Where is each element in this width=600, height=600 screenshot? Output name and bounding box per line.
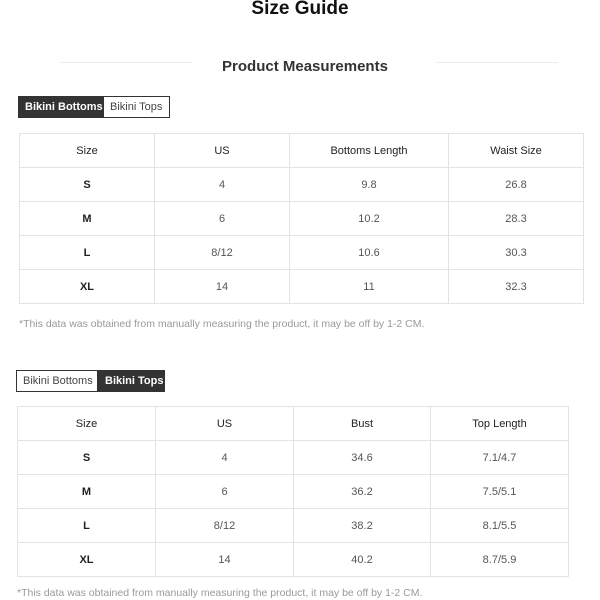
table-row xyxy=(20,202,584,236)
column-header: Size xyxy=(18,407,156,441)
table-row xyxy=(18,475,569,509)
column-header: Top Length xyxy=(431,407,569,441)
column-header: US xyxy=(155,134,290,168)
table-row xyxy=(18,509,569,543)
table-cell: 34.6 xyxy=(294,441,431,475)
measurement-disclaimer: *This data was obtained from manually measuring the product, it may be off by 1-2 CM. xyxy=(19,318,425,330)
bottoms-size-table xyxy=(19,133,584,304)
table-cell: 10.2 xyxy=(290,202,449,236)
table-cell: 8.7/5.9 xyxy=(431,543,569,577)
table-row xyxy=(20,236,584,270)
table-cell: XL xyxy=(18,543,156,577)
table-row xyxy=(20,168,584,202)
table-header-row xyxy=(18,407,569,441)
table-cell: 32.3 xyxy=(449,270,584,304)
tops-section-tabs xyxy=(16,370,165,392)
table-cell: 7.5/5.1 xyxy=(431,475,569,509)
table-cell: XL xyxy=(20,270,155,304)
bottoms-section-tabs xyxy=(18,96,170,118)
column-header: Bottoms Length xyxy=(290,134,449,168)
tab-bikini-bottoms[interactable]: Bikini Bottoms xyxy=(18,96,103,118)
tab-bikini-tops[interactable]: Bikini Tops xyxy=(103,96,170,118)
table-cell: 6 xyxy=(155,202,290,236)
tops-size-table xyxy=(17,406,569,577)
measurement-disclaimer: *This data was obtained from manually measuring the product, it may be off by 1-2 CM. xyxy=(17,587,423,599)
table-cell: 4 xyxy=(156,441,294,475)
table-cell: 11 xyxy=(290,270,449,304)
table-header-row xyxy=(20,134,584,168)
table-cell: 28.3 xyxy=(449,202,584,236)
table-cell: 8/12 xyxy=(155,236,290,270)
page-title: Size Guide xyxy=(251,0,349,19)
section-heading-block xyxy=(0,58,600,80)
table-cell: 30.3 xyxy=(449,236,584,270)
table-cell: 8.1/5.5 xyxy=(431,509,569,543)
tab-bikini-bottoms[interactable]: Bikini Bottoms xyxy=(16,370,98,392)
table-cell: 14 xyxy=(155,270,290,304)
table-cell: 8/12 xyxy=(156,509,294,543)
heading-divider-right xyxy=(436,62,558,63)
table-row xyxy=(18,441,569,475)
table-cell: 36.2 xyxy=(294,475,431,509)
table-cell: 4 xyxy=(155,168,290,202)
table-cell: 40.2 xyxy=(294,543,431,577)
section-heading: Product Measurements xyxy=(222,58,388,75)
table-row xyxy=(20,270,584,304)
table-cell: 14 xyxy=(156,543,294,577)
table-cell: M xyxy=(20,202,155,236)
table-cell: 38.2 xyxy=(294,509,431,543)
table-row xyxy=(18,543,569,577)
table-cell: M xyxy=(18,475,156,509)
column-header: Bust xyxy=(294,407,431,441)
table-cell: 9.8 xyxy=(290,168,449,202)
table-cell: S xyxy=(18,441,156,475)
column-header: Size xyxy=(20,134,155,168)
table-cell: 7.1/4.7 xyxy=(431,441,569,475)
table-cell: 6 xyxy=(156,475,294,509)
table-cell: S xyxy=(20,168,155,202)
table-cell: 10.6 xyxy=(290,236,449,270)
table-cell: L xyxy=(18,509,156,543)
table-cell: 26.8 xyxy=(449,168,584,202)
table-cell: L xyxy=(20,236,155,270)
tab-bikini-tops[interactable]: Bikini Tops xyxy=(98,370,165,392)
column-header: Waist Size xyxy=(449,134,584,168)
column-header: US xyxy=(156,407,294,441)
